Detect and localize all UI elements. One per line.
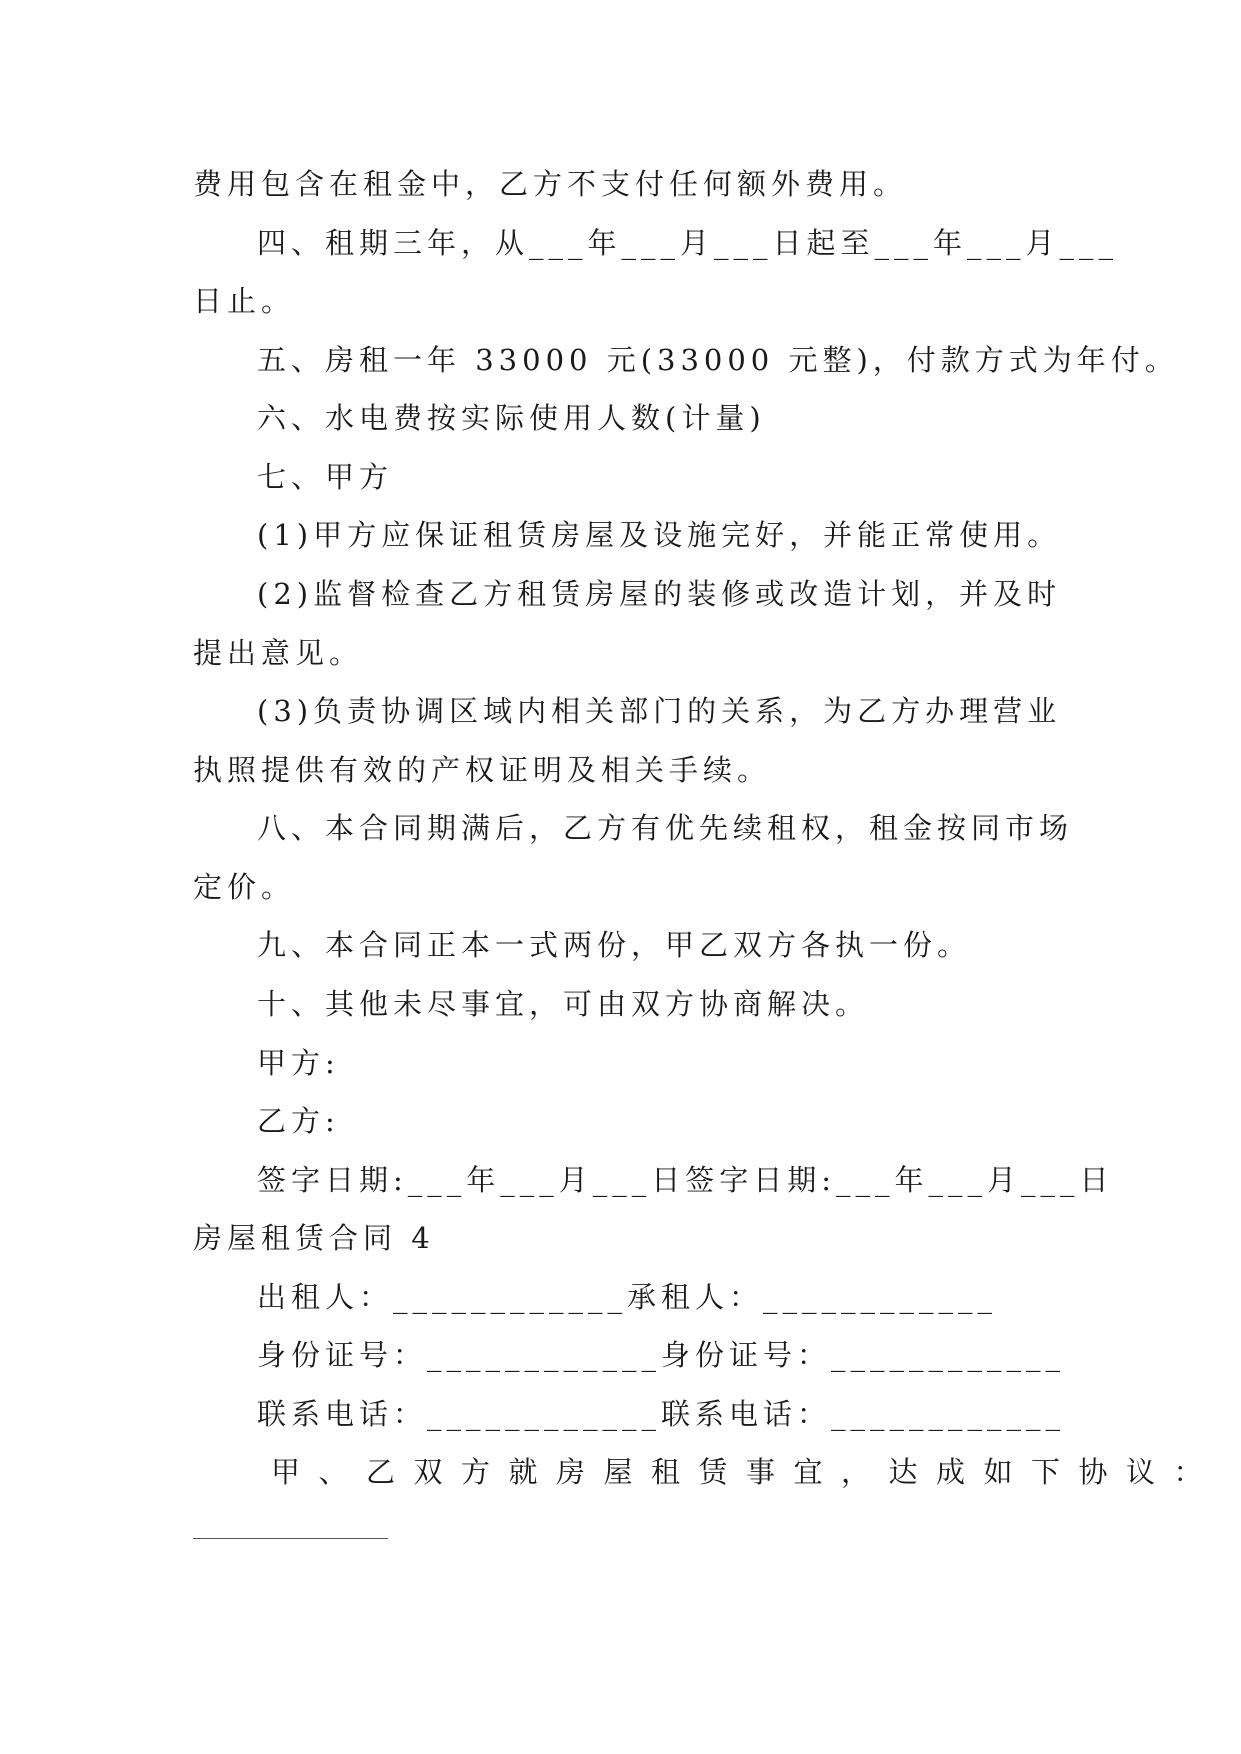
text-line-agreement-intro: 甲、乙双方就房屋租赁事宜，达成如下协议： — [271, 1455, 1222, 1489]
text-line-clause-8-cont: 定价。 — [193, 870, 296, 904]
blank-underline — [193, 1538, 388, 1539]
section-title: 房屋租赁合同 4 — [193, 1221, 435, 1255]
text-line-phones: 联系电话：____________联系电话：____________ — [257, 1397, 1066, 1431]
text-line-clause-8: 八、本合同期满后，乙方有优先续租权，租金按同市场 — [257, 811, 1074, 845]
text-line-id-numbers: 身份证号：____________身份证号：____________ — [257, 1338, 1066, 1372]
text-line-party-a: 甲方: — [257, 1046, 340, 1080]
text-line-fees: 费用包含在租金中，乙方不支付任何额外费用。 — [193, 167, 908, 201]
text-line-clause-7-2: (2)监督检查乙方租赁房屋的装修或改造计划，并及时 — [257, 577, 1062, 611]
text-line-clause-7-1: (1)甲方应保证租赁房屋及设施完好，并能正常使用。 — [257, 518, 1062, 552]
text-line-lessor-lessee: 出租人：____________承租人：____________ — [257, 1280, 998, 1314]
text-line-clause-5: 五、房租一年 33000 元(33000 元整)，付款方式为年付。 — [257, 343, 1179, 377]
text-line-clause-9: 九、本合同正本一式两份，甲乙双方各执一份。 — [257, 928, 972, 962]
text-line-clause-4: 四、租期三年，从___年___月___日起至___年___月___ — [257, 226, 1119, 260]
text-line-clause-7-3-cont: 执照提供有效的产权证明及相关手续。 — [193, 753, 772, 787]
text-line-clause-7-2-cont: 提出意见。 — [193, 636, 364, 670]
text-line-clause-7-3: (3)负责协调区域内相关部门的关系，为乙方办理营业 — [257, 694, 1062, 728]
text-line-clause-10: 十、其他未尽事宜，可由双方协商解决。 — [257, 987, 870, 1021]
text-line-clause-4-cont: 日止。 — [193, 284, 296, 318]
text-line-clause-7: 七、甲方 — [257, 460, 394, 494]
text-line-sign-dates: 签字日期:___年___月___日签字日期:___年___月___日 — [257, 1163, 1114, 1197]
text-line-party-b: 乙方: — [257, 1104, 340, 1138]
text-line-clause-6: 六、水电费按实际使用人数(计量) — [257, 401, 766, 435]
